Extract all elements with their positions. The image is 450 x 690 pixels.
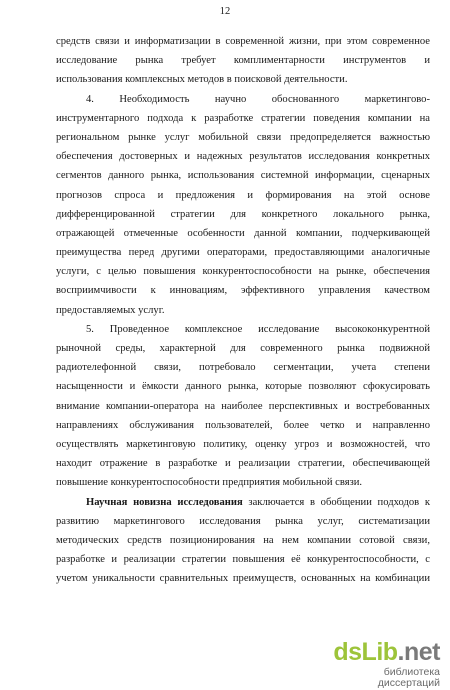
text-line-content: учетом уникальности сравнительных преимуществ, основанных на комбинации — [56, 573, 430, 585]
text-line-content: 4. Необходимость научно обоснованного маркетингово- — [86, 93, 430, 105]
text-line-content: разработке и реализации стратегии повышения её конкурентоспособности, с — [56, 554, 430, 566]
watermark-subtitle: библиотека диссертаций — [377, 666, 440, 689]
text-line — [56, 224, 430, 243]
text-line-content: прогнозов спроса и предложения и формирования на этой основе — [56, 189, 430, 201]
text-line — [56, 397, 430, 416]
text-line — [56, 70, 430, 89]
text-line-content: услуги, с целью повышения конкурентоспособности на рынке, обеспечения — [56, 266, 430, 278]
text-line-content: внимание компании-оператора на наиболее перспективных и востребованных — [56, 400, 430, 412]
text-line — [56, 243, 430, 262]
text-line — [56, 166, 430, 185]
bold-heading: Научная новизна исследования — [86, 496, 243, 508]
text-line — [56, 186, 430, 205]
text-line-content: осуществлять маркетинговую политику, оценку угроз и возможностей, что — [56, 438, 430, 450]
text-line-content: сегментов данного рынка, использования системной информации, сценарных — [56, 170, 430, 182]
text-line — [56, 109, 430, 128]
text-line-content: обеспечения достоверных и надежных результатов исследования конкретных — [56, 151, 430, 163]
text-line — [56, 339, 430, 358]
text-line — [56, 377, 430, 396]
text-line-content: использования комплексных методов в поисковой деятельности. — [56, 74, 348, 86]
text-line-content: насыщенности и ёмкости данного рынка, которые позволяют сфокусировать — [56, 381, 430, 393]
text-line-content: дифференцированной стратегии для конкретного локального рынка, — [56, 208, 430, 220]
text-line-content: заключается в обобщении подходов к — [242, 496, 430, 508]
text-line-content: повышение конкурентоспособности предприятия мобильной связи. — [56, 477, 363, 489]
text-line — [56, 147, 430, 166]
text-line — [56, 281, 430, 300]
text-line — [56, 531, 430, 550]
text-line-content: преимущества перед другими операторами, предоставляющими аналогичные — [56, 247, 430, 259]
text-line-content: восприимчивости к инновациям, эффективного управления качеством — [56, 285, 430, 297]
text-line-content: рыночной среды, характерной для современного рынка подвижной — [56, 343, 430, 354]
text-line-content: региональном рынке услуг мобильной связи предопределяется важностью — [56, 131, 430, 143]
text-line-content: исследование рынка требует комплиментарности инструментов и — [56, 55, 430, 67]
text-line-content: методических средств позиционирования на нем компании сотовой связи, — [56, 534, 430, 546]
text-line — [56, 205, 430, 224]
text-line — [56, 301, 430, 320]
body-text — [56, 32, 430, 588]
text-line-content: предоставляемых услуг. — [56, 304, 165, 316]
text-line-content: находит отражение в разработке и реализации стратегии, обеспечивающей — [56, 458, 430, 470]
text-line-content: отражающей отмеченные особенности данной компании, подчеркивающей — [56, 227, 430, 239]
text-line — [56, 435, 430, 454]
text-line — [56, 550, 430, 569]
text-line — [56, 358, 430, 377]
text-line — [56, 416, 430, 435]
text-line — [56, 493, 430, 512]
text-line-content: развитию маркетингового исследования рынка услуг, систематизации — [56, 515, 430, 527]
text-line — [56, 320, 430, 339]
text-line — [56, 32, 430, 51]
watermark-logo — [320, 640, 440, 665]
text-line — [56, 90, 430, 109]
text-line — [56, 569, 430, 588]
watermark-logo-main: dsLib — [333, 638, 398, 666]
watermark-logo-tld: .net — [397, 638, 440, 666]
text-line — [56, 128, 430, 147]
text-line-content: 5. Проведенное комплексное исследование высококонкурентной — [86, 323, 430, 335]
text-line-content: инструментарного подхода к разработке стратегии поведения компании на — [56, 112, 430, 124]
text-line — [56, 512, 430, 531]
text-line — [56, 51, 430, 70]
text-line-content: средств связи и информатизации в современной жизни, при этом современное — [56, 36, 430, 47]
text-line-content: направлениях обслуживания пользователей, более четко и направленно — [56, 419, 430, 431]
text-line — [56, 454, 430, 473]
watermark — [320, 640, 440, 688]
page-number: 12 — [219, 6, 231, 17]
text-line — [56, 262, 430, 281]
text-line — [56, 473, 430, 492]
text-line-content: радиотелефонной связи, потребовало сегментации, учета степени — [56, 362, 430, 374]
